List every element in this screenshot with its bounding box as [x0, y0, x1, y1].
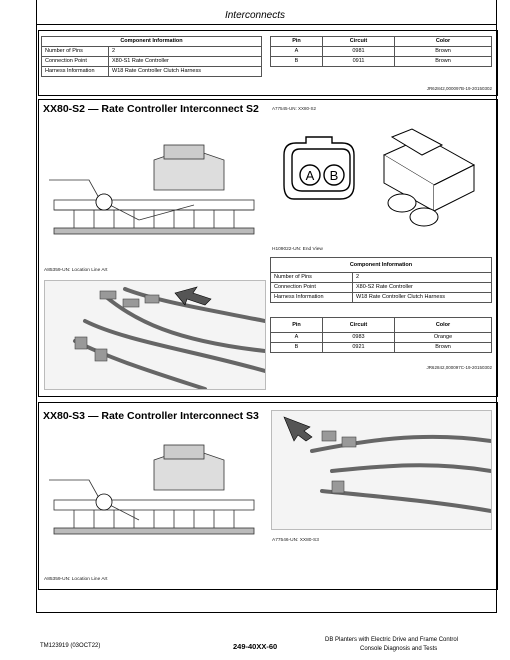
row-value: W18 Rate Controller Clutch Harness — [353, 293, 492, 303]
table-row — [271, 273, 492, 283]
table-row — [271, 333, 492, 343]
table-row — [271, 47, 492, 57]
circuit-cell: 0921 — [323, 343, 395, 353]
pin-b-label: B — [329, 168, 339, 183]
pin-cell: A — [271, 333, 323, 343]
row-label: Harness Information — [271, 293, 353, 303]
planter-line-art-s2 — [44, 140, 266, 245]
pin-header: Pin — [271, 318, 323, 333]
s2-planter-caption: A85359-UN: Location Line Art — [44, 268, 108, 273]
planter-line-art-s3 — [44, 440, 266, 545]
circuit-header: Circuit — [323, 37, 395, 47]
pin-cell: B — [271, 343, 323, 353]
row-label: Connection Point — [271, 283, 353, 293]
harness-photo-s2 — [44, 280, 266, 390]
pin-header: Pin — [271, 37, 323, 47]
s2-ref-id: JR62842,000097C-19-20150302 — [426, 365, 492, 370]
table-row — [42, 67, 262, 77]
circuit-cell: 0911 — [323, 57, 395, 67]
component-table-heading: Component Information — [271, 258, 492, 273]
pointer-arrow-icon — [284, 417, 312, 441]
pin-cell: A — [271, 47, 323, 57]
circuit-header: Circuit — [323, 318, 395, 333]
color-header: Color — [395, 37, 492, 47]
harness-photo-s3 — [271, 410, 492, 530]
footer-title-line2: Console Diagnosis and Tests — [360, 646, 438, 652]
circuit-cell: 0981 — [323, 47, 395, 57]
footer-doc-id: TM123919 (03OCT22) — [40, 643, 101, 649]
row-value: X80-S2 Rate Controller — [353, 283, 492, 293]
pin-cell: B — [271, 57, 323, 67]
color-cell: Brown — [395, 47, 492, 57]
table-row — [42, 47, 262, 57]
header-rule — [36, 24, 497, 25]
table-row — [271, 343, 492, 353]
s3-title: XX80-S3 — Rate Controller Interconnect S3 — [43, 410, 259, 422]
harness-photo-s3-art — [272, 411, 491, 529]
component-table-heading: Component Information — [42, 37, 262, 47]
s2-component-table — [270, 257, 492, 303]
row-value: 2 — [353, 273, 492, 283]
row-label: Number of Pins — [271, 273, 353, 283]
color-cell: Brown — [395, 343, 492, 353]
row-value: 2 — [109, 47, 262, 57]
table-row — [271, 293, 492, 303]
row-value: W18 Rate Controller Clutch Harness — [109, 67, 262, 77]
page-header-title: Interconnects — [224, 10, 286, 21]
s2-image-ref: A77545-UN: XX80-S2 — [272, 106, 317, 111]
row-value: X80-S1 Rate Controller — [109, 57, 262, 67]
table-row — [271, 283, 492, 293]
harness-photo-s2-art — [45, 281, 265, 389]
connector-end-view — [274, 125, 490, 237]
top-ref-id: JR62842,000097B-19-20150302 — [426, 86, 492, 91]
s2-pin-table — [270, 317, 492, 353]
footer-title-line1: DB Planters with Electric Drive and Frame Control — [325, 637, 459, 643]
color-header: Color — [395, 318, 492, 333]
top-component-table — [41, 36, 262, 77]
left-margin-line — [36, 0, 37, 612]
footer-rule — [36, 612, 497, 613]
pin-a-label: A — [305, 168, 315, 183]
s3-photo-caption: A77546-UN: XX80-S3 — [272, 538, 319, 543]
s3-planter-caption: A85359-UN: Location Line Art — [44, 577, 108, 582]
footer-page-number: 249-40XX-60 — [233, 642, 278, 651]
s2-title: XX80-S2 — Rate Controller Interconnect S2 — [43, 103, 259, 115]
row-label: Number of Pins — [42, 47, 109, 57]
row-label: Connection Point — [42, 57, 109, 67]
row-label: Harness Information — [42, 67, 109, 77]
s2-end-view-caption: H109022-UN: End View — [272, 247, 323, 252]
circuit-cell: 0983 — [323, 333, 395, 343]
color-cell: Orange — [395, 333, 492, 343]
table-row — [42, 57, 262, 67]
table-row — [271, 57, 492, 67]
color-cell: Brown — [395, 57, 492, 67]
top-pin-table — [270, 36, 492, 67]
